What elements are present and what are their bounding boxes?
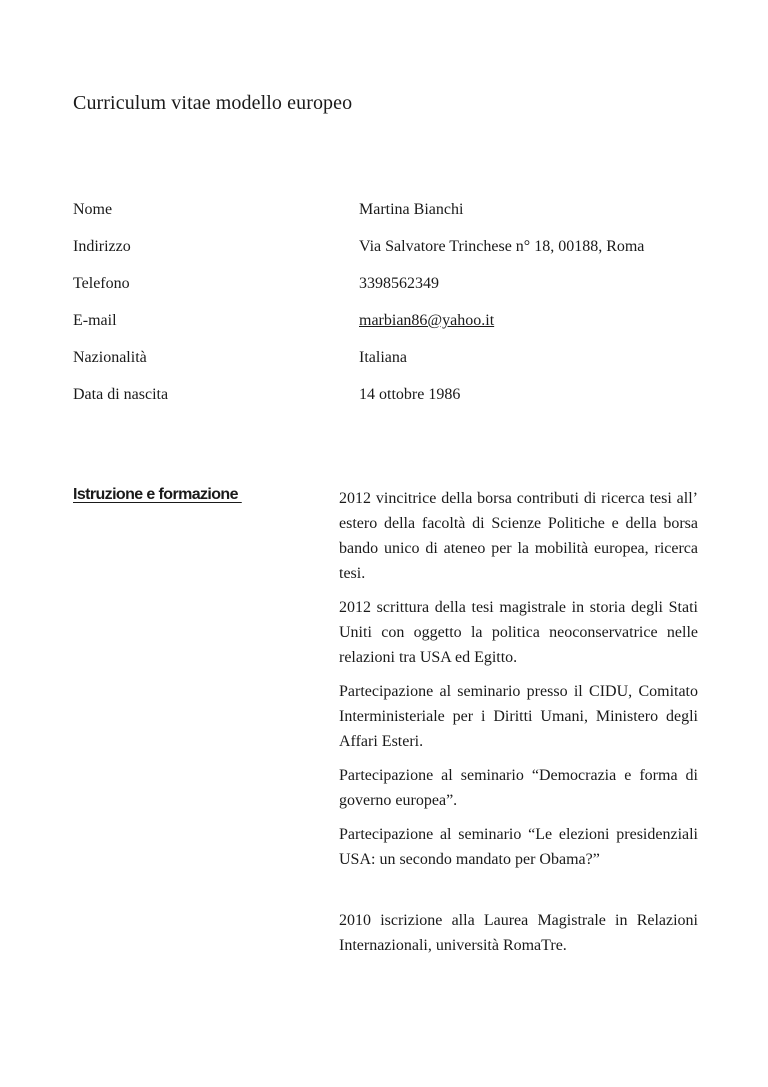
info-label: E-mail	[73, 312, 117, 329]
education-item: Partecipazione al seminario “Le elezioni presidenziali USA: un secondo mandato per Obama?”	[339, 826, 698, 868]
education-item: 2010 iscrizione alla Laurea Magistrale in Relazioni Internazionali, università RomaTre.	[339, 912, 698, 954]
info-value: Via Salvatore Trinchese n° 18, 00188, Roma	[359, 238, 645, 255]
email-link[interactable]: marbian86@yahoo.it	[359, 312, 495, 329]
info-value: 3398562349	[359, 275, 439, 292]
info-row-nome	[73, 201, 713, 225]
info-label: Nazionalità	[73, 349, 147, 366]
education-item: Partecipazione al seminario presso il CIDU, Comitato Interministeriale per i Diritti Umani, Ministero degli Affari Esteri.	[339, 683, 698, 750]
page-title: Curriculum vitae modello europeo	[73, 92, 353, 114]
education-item: Partecipazione al seminario “Democrazia e forma di governo europea”.	[339, 767, 698, 809]
info-value: Martina Bianchi	[359, 201, 464, 218]
info-row-data-nascita	[73, 386, 713, 410]
section-heading-education: Istruzione e formazione	[73, 486, 242, 503]
info-row-indirizzo	[73, 238, 713, 262]
info-label: Nome	[73, 201, 113, 218]
info-row-email	[73, 312, 713, 336]
education-list	[339, 486, 698, 967]
info-value: Italiana	[359, 349, 407, 366]
education-item: 2012 scrittura della tesi magistrale in storia degli Stati Uniti con oggetto la politica neoconservatrice nelle relazioni tra USA ed Egitto.	[339, 599, 698, 666]
education-item: 2012 vincitrice della borsa contributi di ricerca tesi all’ estero della facoltà di Scienze Politiche e della borsa bando unico di ateneo per la mobilità europea, ricerca tesi.	[339, 490, 698, 582]
info-label: Data di nascita	[73, 386, 169, 403]
info-label: Telefono	[73, 275, 130, 292]
info-label: Indirizzo	[73, 238, 131, 255]
info-value: 14 ottobre 1986	[359, 386, 461, 403]
info-row-telefono	[73, 275, 713, 299]
info-row-nazionalita	[73, 349, 713, 373]
